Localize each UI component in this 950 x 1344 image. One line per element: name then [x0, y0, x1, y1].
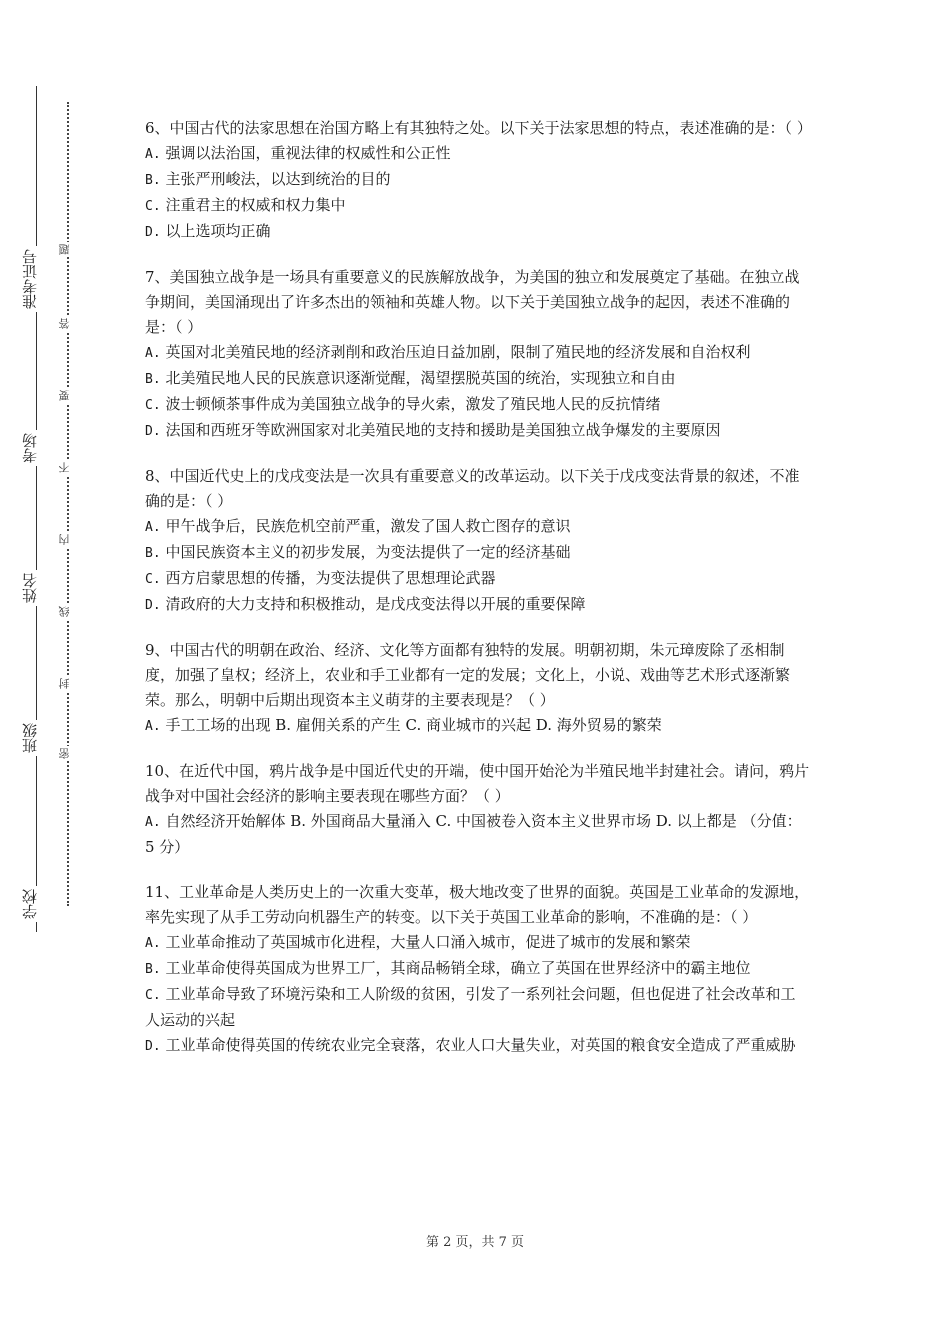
option-d — [145, 1033, 810, 1059]
option-line — [145, 809, 810, 860]
option-letter: B. — [145, 962, 161, 977]
exam-room-label: 考场 — [22, 430, 50, 466]
option-text: 西方启蒙思想的传播，为变法提供了思想理论武器 — [165, 569, 496, 587]
class-label: 班级 — [22, 720, 50, 756]
option-b — [145, 956, 810, 982]
question-6 — [145, 116, 810, 245]
seal-char-nei: 内 — [59, 532, 75, 547]
option-letter: C. — [145, 988, 161, 1003]
option-letter: B. — [145, 546, 161, 561]
name-label: 姓名 — [22, 570, 50, 606]
option-d — [145, 418, 810, 444]
option-letter: A. — [145, 346, 161, 361]
option-text: 英国对北美殖民地的经济剥削和政治压迫日益加剧，限制了殖民地的经济发展和自治权利 — [165, 343, 751, 361]
question-9 — [145, 638, 810, 739]
option-text: 工业革命推动了英国城市化进程，大量人口涌入城市，促进了城市的发展和繁荣 — [165, 933, 691, 951]
option-a — [145, 930, 810, 956]
option-letter: B. — [145, 372, 161, 387]
option-text: 波士顿倾茶事件成为美国独立战争的导火索，激发了殖民地人民的反抗情绪 — [165, 395, 661, 413]
option-text: 手工工场的出现 B. 雇佣关系的产生 C. 商业城市的兴起 D. 海外贸易的繁荣 — [165, 716, 662, 734]
seal-char-da: 答 — [59, 316, 75, 331]
seal-char-feng: 封 — [59, 676, 75, 691]
option-c — [145, 193, 810, 219]
option-text: 工业革命导致了环境污染和工人阶级的贫困，引发了一系列社会问题，但也促进了社会改革和工人运动的兴起 — [145, 985, 796, 1029]
seal-char-mi: 密 — [59, 746, 75, 761]
option-letter: D. — [145, 225, 161, 240]
seal-char-ti: 题 — [59, 242, 75, 257]
option-b — [145, 167, 810, 193]
option-letter: A. — [145, 815, 161, 830]
option-c — [145, 566, 810, 592]
option-letter: C. — [145, 572, 161, 587]
option-text: 甲午战争后，民族危机空前严重，激发了国人救亡图存的意识 — [165, 517, 571, 535]
option-letter: D. — [145, 598, 161, 613]
question-7 — [145, 265, 810, 444]
question-stem: 6、中国古代的法家思想在治国方略上有其独特之处。以下关于法家思想的特点，表述准确的是：（ ） — [145, 119, 812, 137]
option-c — [145, 982, 810, 1033]
option-letter: A. — [145, 147, 161, 162]
option-a — [145, 141, 810, 167]
school-label: 学校 — [22, 886, 50, 922]
option-d — [145, 592, 810, 618]
binding-dotted-line — [67, 102, 69, 906]
seal-char-yao: 要 — [59, 388, 75, 403]
option-text: 工业革命使得英国成为世界工厂，其商品畅销全球，确立了英国在世界经济中的霸主地位 — [165, 959, 751, 977]
question-10 — [145, 759, 810, 860]
option-letter: B. — [145, 173, 161, 188]
option-d — [145, 219, 810, 245]
question-stem: 8、中国近代史上的戊戌变法是一次具有重要意义的改革运动。以下关于戊戌变法背景的叙述，不准确的是：（ ） — [145, 467, 800, 510]
option-letter: D. — [145, 424, 161, 439]
page-number: 第 2 页，共 7 页 — [425, 1235, 525, 1250]
option-b — [145, 366, 810, 392]
option-text: 主张严刑峻法，以达到统治的目的 — [165, 170, 391, 188]
option-letter: A. — [145, 936, 161, 951]
option-text: 中国民族资本主义的初步发展，为变法提供了一定的经济基础 — [165, 543, 571, 561]
question-stem: 9、中国古代的明朝在政治、经济、文化等方面都有独特的发展。明朝初期，朱元璋废除了丞相制度，加强了皇权；经济上，农业和手工业都有一定的发展；文化上，小说、戏曲等艺术形式逐渐繁荣。那么，明朝中后期出现资本主义萌芽的主要表现是？（ ） — [145, 641, 791, 709]
seal-char-bu: 不 — [59, 460, 75, 475]
question-stem: 10、在近代中国，鸦片战争是中国近代史的开端，使中国开始沦为半殖民地半封建社会。请问，鸦片战争对中国社会经济的影响主要表现在哪些方面？（ ） — [145, 762, 810, 805]
option-text: 法国和西班牙等欧洲国家对北美殖民地的支持和援助是美国独立战争爆发的主要原因 — [165, 421, 721, 439]
option-a — [145, 514, 810, 540]
exam-id-label: 准考证号 — [22, 246, 50, 312]
question-stem: 7、美国独立战争是一场具有重要意义的民族解放战争，为美国的独立和发展奠定了基础。在独立战争期间，美国涌现出了许多杰出的领袖和英雄人物。以下关于美国独立战争的起因，表述不准确的是：（ ） — [145, 268, 800, 336]
option-text: 工业革命使得英国的传统农业完全衰落，农业人口大量失业，对英国的粮食安全造成了严重威胁 — [165, 1036, 796, 1054]
option-text: 注重君主的权威和权力集中 — [165, 196, 346, 214]
option-text: 清政府的大力支持和积极推动，是戊戌变法得以开展的重要保障 — [165, 595, 586, 613]
option-text: 自然经济开始解体 B. 外国商品大量涌入 C. 中国被卷入资本主义世界市场 D. 以上都是 （分值：5 分） — [145, 812, 802, 856]
binding-margin — [0, 0, 100, 1344]
option-a — [145, 340, 810, 366]
option-c — [145, 392, 810, 418]
option-line — [145, 713, 810, 739]
option-text: 以上选项均正确 — [165, 222, 271, 240]
binding-solid-line — [36, 86, 37, 932]
question-stem: 11、工业革命是人类历史上的一次重大变革，极大地改变了世界的面貌。英国是工业革命的发源地，率先实现了从手工劳动向机器生产的转变。以下关于英国工业革命的影响，不准确的是：（ ） — [145, 883, 810, 926]
question-list — [145, 116, 810, 1079]
option-letter: C. — [145, 398, 161, 413]
option-letter: A. — [145, 719, 161, 734]
option-letter: D. — [145, 1039, 161, 1054]
option-text: 强调以法治国，重视法律的权威性和公正性 — [165, 144, 451, 162]
option-letter: C. — [145, 199, 161, 214]
seal-char-xian: 线 — [59, 604, 75, 619]
option-letter: A. — [145, 520, 161, 535]
question-11 — [145, 880, 810, 1059]
question-8 — [145, 464, 810, 618]
option-text: 北美殖民地人民的民族意识逐渐觉醒，渴望摆脱英国的统治，实现独立和自由 — [165, 369, 676, 387]
option-b — [145, 540, 810, 566]
